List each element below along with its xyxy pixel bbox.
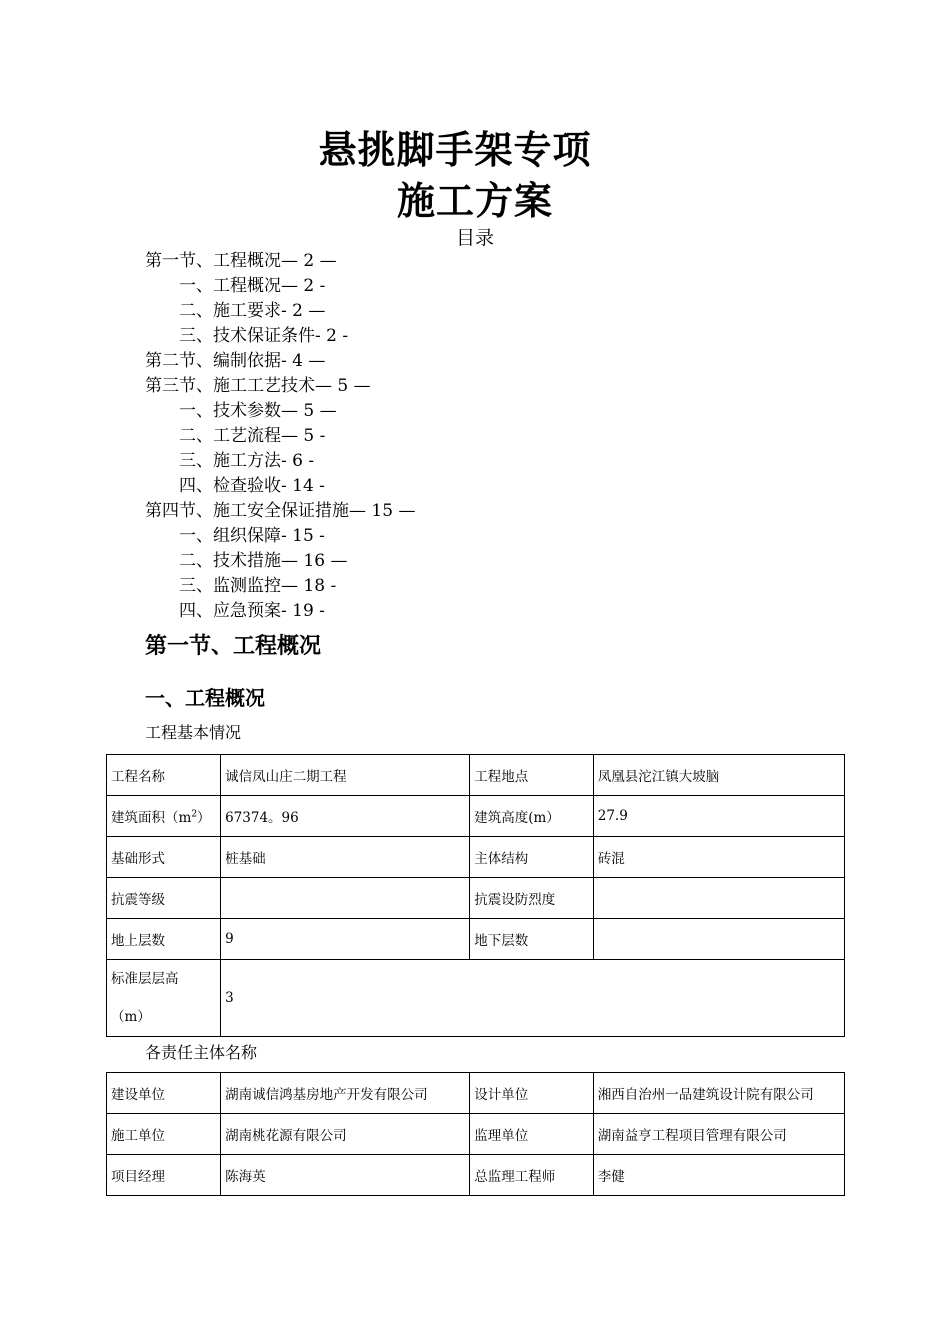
table-row <box>107 960 845 1037</box>
toc-subentry[interactable]: 三、技术保证条件- 2 - <box>179 326 349 346</box>
cell-value: 3 <box>221 960 845 1037</box>
table-row <box>107 919 845 960</box>
table-row <box>107 878 845 919</box>
std-floor-height-label-1: 标准层层高 <box>111 971 179 987</box>
cell-label: 地上层数 <box>107 919 221 960</box>
cell-label <box>107 796 221 837</box>
cell-value <box>593 919 844 960</box>
cell-label: 总监理工程师 <box>470 1155 594 1196</box>
cell-value: 桩基础 <box>221 837 470 878</box>
cell-label: 设计单位 <box>470 1073 594 1114</box>
cell-value <box>221 878 470 919</box>
cell-label: 建设单位 <box>107 1073 221 1114</box>
toc-subentry[interactable]: 一、工程概况— 2 - <box>179 276 326 296</box>
cell-value: 湖南诚信鸿基房地产开发有限公司 <box>221 1073 470 1114</box>
parties-table <box>106 1072 845 1196</box>
cell-label <box>107 960 221 1037</box>
cell-label: 项目经理 <box>107 1155 221 1196</box>
cell-label: 抗震设防烈度 <box>470 878 594 919</box>
area-label-text: 建筑面积（m <box>111 810 192 826</box>
cell-value: 9 <box>221 919 470 960</box>
table-of-contents <box>145 249 415 624</box>
cell-value: 湖南益亨工程项目管理有限公司 <box>593 1114 844 1155</box>
table-row <box>107 1155 845 1196</box>
toc-heading: 目录 <box>455 227 494 249</box>
toc-subentry[interactable]: 二、工艺流程— 5 - <box>179 426 326 446</box>
subsection-heading: 一、工程概况 <box>145 686 265 710</box>
document-title-line2: 施工方案 <box>396 179 553 223</box>
section-heading: 第一节、工程概况 <box>145 634 322 659</box>
basic-info-table <box>106 754 845 1037</box>
toc-subentry[interactable]: 四、检查验收- 14 - <box>179 476 325 496</box>
toc-subentry[interactable]: 二、技术措施— 16 — <box>179 551 348 571</box>
cell-value: 湘西自治州一品建筑设计院有限公司 <box>593 1073 844 1114</box>
cell-label: 工程名称 <box>107 755 221 796</box>
table-row <box>107 755 845 796</box>
cell-label: 建筑高度(m） <box>470 796 594 837</box>
cell-label: 工程地点 <box>470 755 594 796</box>
cell-value <box>593 878 844 919</box>
document-title-line1: 悬挑脚手架专项 <box>318 128 592 172</box>
cell-value: 陈海英 <box>221 1155 470 1196</box>
cell-value: 27.9 <box>593 796 844 837</box>
cell-value: 砖混 <box>593 837 844 878</box>
area-label-sup: 2 <box>191 809 198 820</box>
area-label-end: ） <box>197 810 211 826</box>
table-row <box>107 837 845 878</box>
cell-value: 67374。96 <box>221 796 470 837</box>
cell-label: 抗震等级 <box>107 878 221 919</box>
toc-subentry[interactable]: 二、施工要求- 2 — <box>179 301 326 321</box>
toc-subentry[interactable]: 一、组织保障- 15 - <box>179 526 325 546</box>
cell-label: 基础形式 <box>107 837 221 878</box>
toc-subentry[interactable]: 三、监测监控— 18 - <box>179 576 337 596</box>
cell-label: 施工单位 <box>107 1114 221 1155</box>
table-row <box>107 1073 845 1114</box>
toc-subentry[interactable]: 三、施工方法- 6 - <box>179 451 315 471</box>
table-row <box>107 796 845 837</box>
cell-label: 主体结构 <box>470 837 594 878</box>
cell-value: 凤凰县沱江镇大坡脑 <box>593 755 844 796</box>
basic-info-caption: 工程基本情况 <box>145 723 242 742</box>
std-floor-height-label-2: （m） <box>111 1009 151 1025</box>
toc-entry[interactable]: 第四节、施工安全保证措施— 15 — <box>145 501 416 521</box>
cell-label: 监理单位 <box>470 1114 594 1155</box>
cell-value: 湖南桃花源有限公司 <box>221 1114 470 1155</box>
toc-subentry[interactable]: 四、应急预案- 19 - <box>179 601 325 621</box>
toc-entry[interactable]: 第二节、编制依据- 4 — <box>145 351 326 371</box>
parties-caption: 各责任主体名称 <box>145 1043 258 1062</box>
toc-entry[interactable]: 第一节、工程概况— 2 — <box>145 251 337 271</box>
cell-label: 地下层数 <box>470 919 594 960</box>
cell-value: 李健 <box>593 1155 844 1196</box>
toc-subentry[interactable]: 一、技术参数— 5 — <box>179 401 337 421</box>
cell-value: 诚信凤山庄二期工程 <box>221 755 470 796</box>
toc-entry[interactable]: 第三节、施工工艺技术— 5 — <box>145 376 371 396</box>
table-row <box>107 1114 845 1155</box>
